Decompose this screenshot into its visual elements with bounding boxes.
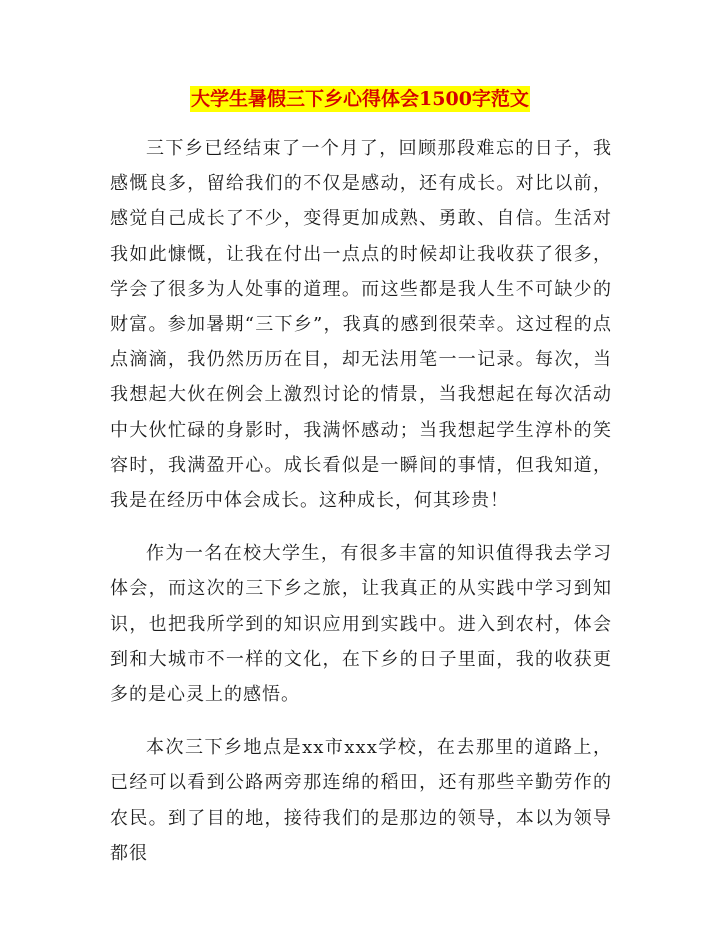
paragraph-2: 作为一名在校大学生，有很多丰富的知识值得我去学习体会，而这次的三下乡之旅，让我真正的从实践中学习到知识，也把我所学到的知识应用到实践中。进入到农村，体会到和大城市不一样的文化，在下乡的日子里面，我的收获更多的是心灵上的感悟。 xyxy=(110,543,612,706)
paragraph-1: 三下乡已经结束了一个月了，回顾那段难忘的日子，我感慨良多，留给我们的不仅是感动，还有成长。对比以前，感觉自己成长了不少，变得更加成熟、勇敢、自信。生活对我如此慷慨，让我在付出一点点的时候却让我收获了很多，学会了很多为人处事的道理。而这些都是我人生不可缺少的财富。参加暑期“三下乡”，我真的感到很荣幸。这过程的点点滴滴，我仍然历历在目，却无法用笔一一记录。每次，当我想起大伙在例会上激烈讨论的情景，当我想起在每次活动中大伙忙碌的身影时，我满怀感动；当我想起学生淳朴的笑容时，我满盈开心。成长看似是一瞬间的事情，但我知道，我是在经历中体会成长。这种成长，何其珍贵！ xyxy=(110,138,612,512)
document-title: 大学生暑假三下乡心得体会1500字范文 xyxy=(191,88,529,110)
title-block xyxy=(0,86,720,112)
document-body xyxy=(110,131,612,871)
paragraph-3: 本次三下乡地点是xx市xxx学校，在去那里的道路上，已经可以看到公路两旁那连绵的稻田，还有那些辛勤劳作的农民。到了目的地，接待我们的是那边的领导，本以为领导都很 xyxy=(110,737,612,864)
